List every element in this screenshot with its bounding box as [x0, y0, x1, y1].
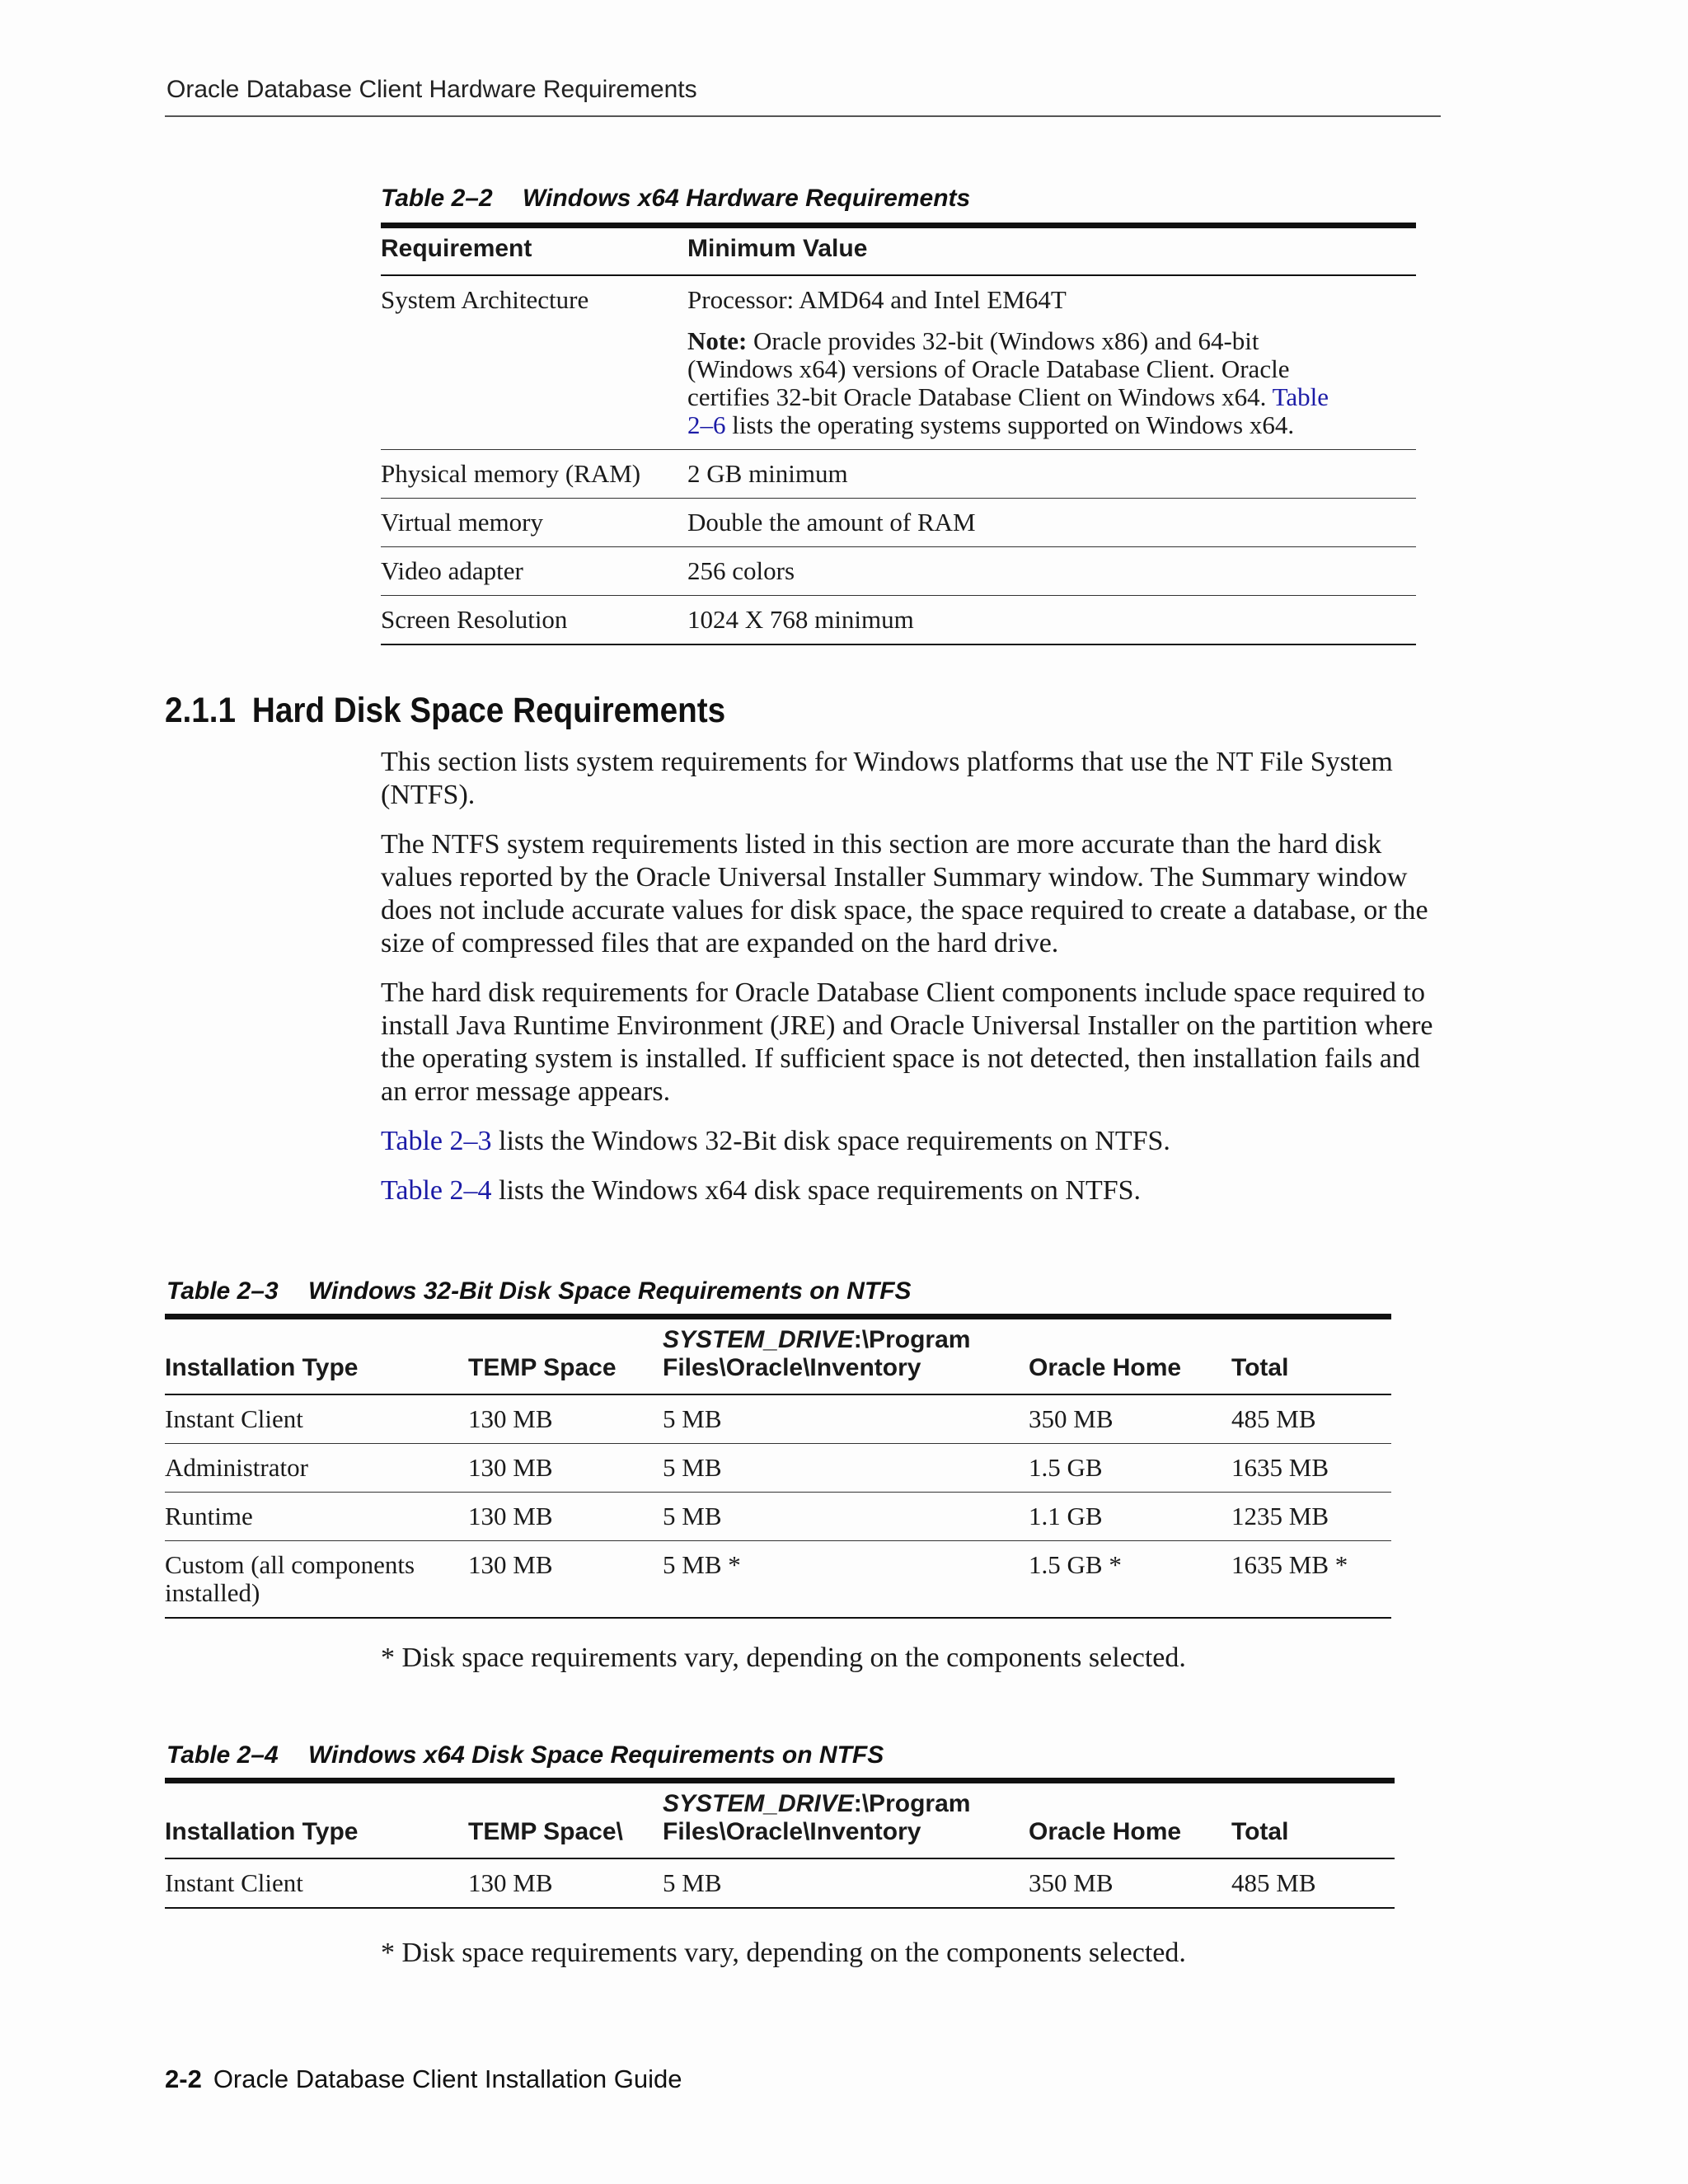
cell-installation-type: Runtime [165, 1493, 468, 1541]
table-2-2-caption [381, 185, 970, 213]
column-header-installation-type: Installation Type [165, 1781, 468, 1859]
column-header-temp-space: TEMP Space\ [468, 1781, 663, 1859]
cell-system-drive: 5 MB [663, 1493, 1029, 1541]
table-2-2-number: Table 2–2 [381, 185, 493, 212]
body-paragraph: This section lists system requirements for Windows platforms that use the NT File System (NTFS). [381, 747, 1393, 810]
table-2-4-number: Table 2–4 [166, 1741, 279, 1769]
column-header-temp-space: TEMP Space [468, 1317, 663, 1395]
system-drive-path: :\Program Files\Oracle\Inventory [663, 1790, 971, 1845]
page-number: 2-2 [165, 2064, 202, 2093]
body-paragraph: The hard disk requirements for Oracle Database Client components include space required to install Java Runtime Environment (JRE) and Oracle Universal Installer on the partition where the operating system is installed. If sufficient space is not detected, then installation fails and an error message appears. [381, 977, 1433, 1107]
note-text: Oracle provides 32-bit (Windows x86) and 64-bit (Windows x64) versions of Oracle Database Client. Oracle certifies 32-bit Oracle Database Client on Windows x64. [687, 326, 1290, 411]
cell-requirement: Virtual memory [381, 499, 687, 547]
table-2-2 [381, 223, 1416, 645]
cell-temp-space: 130 MB [468, 1444, 663, 1493]
table-header-row [381, 226, 1416, 276]
table-row [381, 450, 1416, 499]
system-drive-path: :\Program Files\Oracle\Inventory [663, 1326, 971, 1381]
cell-minimum-value: 1024 X 768 minimum [687, 605, 914, 634]
table-2-4-footnote: * Disk space requirements vary, depending on the components selected. [381, 1938, 1186, 1968]
cell-minimum-value: 2 GB minimum [687, 450, 1416, 499]
cell-installation-type: Custom (all components installed) [165, 1550, 415, 1607]
table-row [165, 1394, 1391, 1444]
table-2-3 [165, 1314, 1391, 1619]
column-header-installation-type: Installation Type [165, 1317, 468, 1395]
note-label: Note: [687, 326, 748, 355]
table-header-row [165, 1317, 1391, 1395]
cell-minimum-value [687, 275, 1416, 450]
footer-title: Oracle Database Client Installation Guide [213, 2064, 682, 2093]
cell-oracle-home: 1.1 GB [1029, 1493, 1231, 1541]
cell-requirement: Video adapter [381, 547, 687, 596]
table-2-4-link[interactable]: Table 2–4 [381, 1175, 492, 1206]
cell-system-drive: 5 MB [663, 1394, 1029, 1444]
section-heading [165, 691, 725, 731]
section-body [381, 746, 1452, 1224]
column-header-total: Total [1231, 1317, 1391, 1395]
table-row [381, 596, 1416, 645]
cell-total: 1635 MB * [1231, 1550, 1348, 1579]
running-header: Oracle Database Client Hardware Requirements [166, 76, 697, 103]
cell-oracle-home: 350 MB [1029, 1868, 1114, 1897]
cell-installation-type: Instant Client [165, 1394, 468, 1444]
ref-text: lists the Windows 32-Bit disk space requirements on NTFS. [491, 1126, 1170, 1156]
ref-text: lists the Windows x64 disk space requirements on NTFS. [491, 1175, 1142, 1206]
cell-requirement: Physical memory (RAM) [381, 450, 687, 499]
table-2-6-link[interactable]: Table 2–6 [687, 382, 1329, 439]
table-row [165, 1858, 1395, 1908]
table-2-2-title: Windows x64 Hardware Requirements [523, 185, 971, 212]
cell-requirement: Screen Resolution [381, 605, 568, 634]
table-2-3-number: Table 2–3 [166, 1277, 279, 1305]
body-paragraph [381, 1174, 1452, 1207]
cell-installation-type: Instant Client [165, 1868, 303, 1897]
cell-temp-space: 130 MB [468, 1550, 553, 1579]
page-footer [165, 2064, 682, 2094]
cell-oracle-home: 350 MB [1029, 1394, 1231, 1444]
cell-temp-space: 130 MB [468, 1394, 663, 1444]
cell-installation-type: Administrator [165, 1444, 468, 1493]
table-row [165, 1541, 1391, 1619]
column-header-system-drive [663, 1317, 1029, 1395]
section-number: 2.1.1 [165, 691, 237, 730]
cell-system-drive: 5 MB * [663, 1550, 741, 1579]
table-row [381, 275, 1416, 450]
column-header-oracle-home: Oracle Home [1029, 1317, 1231, 1395]
body-paragraph: The NTFS system requirements listed in this section are more accurate than the hard disk values reported by the Oracle Universal Installer Summary window. The Summary window does not include accurate values for disk space, the space required to create a database, or the size of compressed files that are expanded on the hard drive. [381, 829, 1428, 958]
cell-oracle-home: 1.5 GB [1029, 1444, 1231, 1493]
table-row [381, 547, 1416, 596]
table-2-3-caption [166, 1277, 912, 1305]
table-2-4-title: Windows x64 Disk Space Requirements on NTFS [308, 1741, 884, 1769]
system-drive-italic: SYSTEM_DRIVE [663, 1790, 854, 1817]
header-rule [165, 115, 1441, 117]
cell-system-drive: 5 MB [663, 1868, 722, 1897]
table-header-row [165, 1781, 1395, 1859]
cell-oracle-home: 1.5 GB * [1029, 1550, 1122, 1579]
note-text-after: lists the operating systems supported on Windows x64. [725, 410, 1295, 439]
cell-temp-space: 130 MB [468, 1868, 553, 1897]
section-title: Hard Disk Space Requirements [251, 691, 726, 730]
column-header-minimum-value: Minimum Value [687, 226, 1416, 276]
cell-total: 485 MB [1231, 1394, 1391, 1444]
cell-minimum-value: 256 colors [687, 547, 1416, 596]
system-drive-italic: SYSTEM_DRIVE [663, 1326, 854, 1353]
cell-system-drive: 5 MB [663, 1444, 1029, 1493]
cell-temp-space: 130 MB [468, 1493, 663, 1541]
cell-total: 1235 MB [1231, 1493, 1391, 1541]
column-header-total: Total [1231, 1781, 1395, 1859]
cell-total: 485 MB [1231, 1868, 1316, 1897]
note-paragraph [687, 327, 1416, 439]
cell-minimum-value: Double the amount of RAM [687, 499, 1416, 547]
table-2-4-caption [166, 1741, 884, 1769]
table-row [381, 499, 1416, 547]
table-2-3-title: Windows 32-Bit Disk Space Requirements on NTFS [308, 1277, 912, 1305]
cell-value-text: Processor: AMD64 and Intel EM64T [687, 285, 1067, 314]
body-paragraph [381, 1125, 1452, 1158]
table-2-3-link[interactable]: Table 2–3 [381, 1126, 492, 1156]
column-header-system-drive [663, 1781, 1029, 1859]
table-2-4 [165, 1778, 1395, 1909]
column-header-requirement: Requirement [381, 226, 687, 276]
table-row [165, 1493, 1391, 1541]
table-row [165, 1444, 1391, 1493]
cell-requirement: System Architecture [381, 275, 687, 450]
table-2-3-footnote: * Disk space requirements vary, depending on the components selected. [381, 1643, 1186, 1673]
cell-total: 1635 MB [1231, 1444, 1391, 1493]
column-header-oracle-home: Oracle Home [1029, 1781, 1231, 1859]
